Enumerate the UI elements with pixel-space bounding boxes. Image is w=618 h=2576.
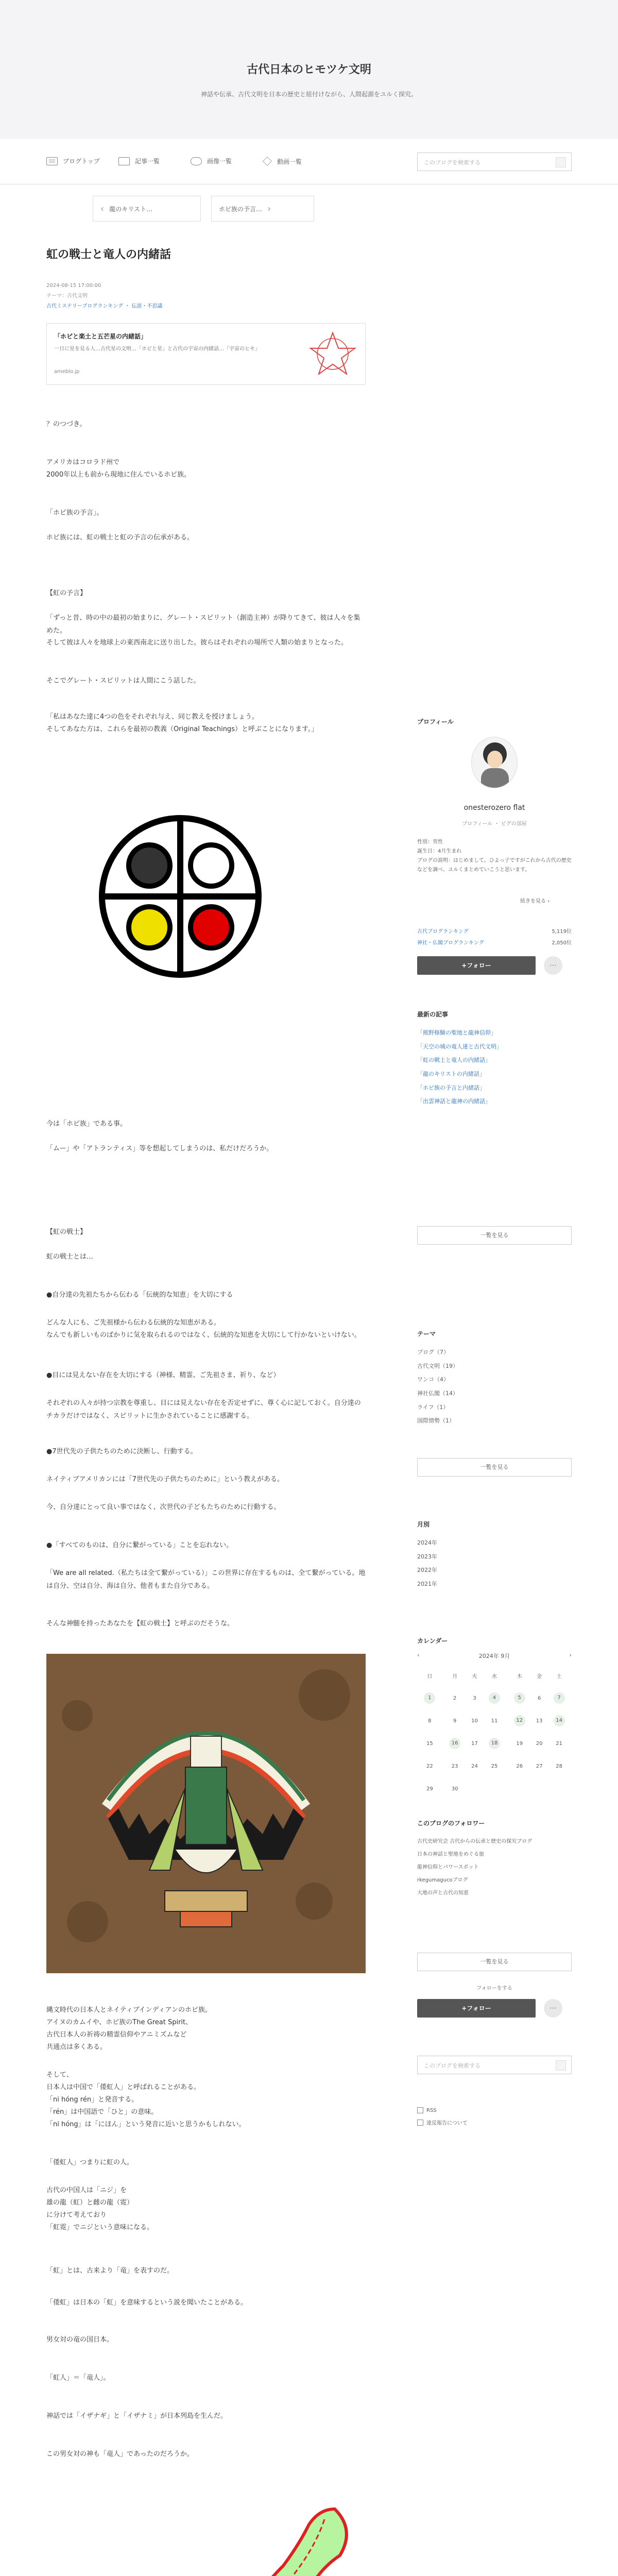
report-label: 違反報告について xyxy=(426,2121,468,2126)
recent-article-link[interactable]: 「出雲神話と龍神の内緒話」 xyxy=(417,1098,491,1105)
paragraph: 日本人は中国で「倭虹人」と呼ばれることがある。 xyxy=(46,2083,201,2091)
paragraph: 「ずっと昔、時の中の最初の始まりに、グレート・スピリット（創造主神）が降りてきて、彼は人々を集めた。 xyxy=(46,614,360,635)
star-thumbnail-icon xyxy=(308,330,357,378)
follow-button[interactable]: +フォロー xyxy=(417,956,536,975)
chevron-right-icon: › xyxy=(267,203,271,214)
paragraph: 「We are all related.（私たちは全て繋がっている）」この世界に存在するものは、全て繋がっている。地は自分、空は自分、海は自分、他者もまた自分である。 xyxy=(46,1569,366,1590)
link-card-description: 一日に星を見る人…古代星の文明…「ホピと星」と古代の宇宙の内緒話…「宇宙のヒモ」 xyxy=(54,346,260,352)
weekday: 土 xyxy=(556,1673,562,1680)
calendar-day: 9 xyxy=(453,1718,457,1724)
archive-link[interactable]: 2022年 xyxy=(417,1567,437,1574)
paragraph: 「倭虹人」つまりに虹の人。 xyxy=(46,2159,134,2166)
calendar-day: 28 xyxy=(556,1763,562,1769)
next-article-button[interactable] xyxy=(211,196,314,222)
profile-text: 性別：男性 誕生日：4月生まれ ブログの説明：はじめまして。ひよっ子ですがこれから古代の歴史などを調べ、ユルくまとめていこうと思います。 xyxy=(417,839,572,873)
image-icon xyxy=(191,157,202,165)
calendar-day: 8 xyxy=(428,1718,432,1724)
article-tags[interactable]: 古代ミステリーブログランキング ・ 伝説・不思議 xyxy=(46,303,163,309)
paragraph: アメリカはコロラド州で xyxy=(46,459,120,466)
paragraph: 【虹の戦士】 xyxy=(46,1228,87,1236)
blog-icon xyxy=(46,157,58,165)
paragraph: 「倭虹」は日本の「虹」を意味するという説を聞いたことがある。 xyxy=(46,2299,248,2307)
archive-link[interactable]: 2023年 xyxy=(417,1553,437,1560)
calendar-day: 10 xyxy=(471,1718,478,1724)
rss-icon xyxy=(417,2107,423,2113)
calendar-day[interactable]: 5 xyxy=(507,1687,532,1709)
archive-link[interactable]: 2021年 xyxy=(417,1581,437,1588)
prev-article-label: 龍のキリスト… xyxy=(109,205,152,213)
calendar-day: 21 xyxy=(556,1740,562,1747)
calendar-day: 6 xyxy=(537,1695,541,1701)
calendar-day: 23 xyxy=(451,1763,458,1769)
paragraph: 「ni hóng」は「にほん」という発音に近いと思うかもしれない。 xyxy=(46,2121,246,2128)
recent-articles-list xyxy=(417,1028,572,1111)
paragraph: 「虹人」＝「竜人」。 xyxy=(46,2374,110,2382)
weekday: 木 xyxy=(517,1673,522,1680)
read-more-link[interactable] xyxy=(520,896,550,904)
calendar-day: 27 xyxy=(536,1763,543,1769)
paragraph: 共通点は多くある。 xyxy=(46,2043,107,2051)
followers-list xyxy=(417,1837,572,1902)
follow-more-text: フォローをする xyxy=(476,1986,512,1991)
paragraph: そして、 xyxy=(46,2071,73,2079)
link-card-site: ameblo.jp xyxy=(54,368,80,375)
calendar-day[interactable]: 18 xyxy=(482,1732,507,1755)
theme-link[interactable]: ライフ（1） xyxy=(417,1403,449,1411)
theme-heading: テーマ xyxy=(417,1330,436,1337)
theme-link[interactable]: 古代文明（19） xyxy=(417,1362,458,1369)
calendar-day: 20 xyxy=(536,1740,543,1747)
profile-name[interactable]: onesterozero flat xyxy=(464,804,525,812)
recent-article-link[interactable]: 「ホピ族の予言と内緒話」 xyxy=(417,1084,485,1091)
article-date: 2024-08-15 17:00:00 xyxy=(46,282,101,289)
chevron-right-icon: › xyxy=(547,899,550,904)
article-meta xyxy=(46,281,366,312)
calendar-day[interactable]: 12 xyxy=(507,1709,532,1732)
paragraph: そしてあなた方は、これらを最初の教義（Original Teachings）と呼ぶことになります。」 xyxy=(46,725,318,733)
calendar-day: 13 xyxy=(536,1718,543,1724)
archive-link[interactable]: 2024年 xyxy=(417,1539,437,1546)
recent-see-list-button[interactable]: 一覧を見る xyxy=(417,1226,572,1245)
paragraph: 男女対の竜の国日本。 xyxy=(46,2336,114,2344)
recent-article-link[interactable]: 「龍のキリストの内緒話」 xyxy=(417,1071,485,1078)
report-link[interactable] xyxy=(417,2119,468,2126)
weekday: 月 xyxy=(452,1673,458,1680)
more-options-icon[interactable]: ⋯ xyxy=(544,1999,562,2018)
blog-description: 神話や伝承、古代文明を日本の歴史と紐付けながら、人間起源をユルく探究。 xyxy=(200,91,417,98)
paragraph: ●目には見えない存在を大切にする（神様、精霊、ご先祖さま、祈り、など） xyxy=(46,1371,280,1379)
paragraph: 「ホピ族の予言」。 xyxy=(46,509,104,517)
paragraph: ホピ族には、虹の戦士と虹の予言の伝承がある。 xyxy=(46,534,194,541)
search-input[interactable]: このブログを検索する xyxy=(417,152,572,171)
article-header xyxy=(46,227,366,385)
weekday: 火 xyxy=(472,1673,477,1680)
article-title: 虹の戦士と竜人の内緒話 xyxy=(46,248,171,261)
paragraph: そんな神髄を持ったあなたを【虹の戦士】と呼ぶのだそうな。 xyxy=(46,1620,234,1628)
theme-link[interactable]: 国際情勢（1） xyxy=(417,1417,455,1425)
archive-heading: 月別 xyxy=(417,1521,430,1528)
paragraph: ネイティブアメリカンには「7世代先の子供たちのために」という教えがある。 xyxy=(46,1476,284,1483)
paragraph: ？のつづき。 xyxy=(46,420,87,428)
paragraph: 「虹」とは、古来より「竜」を表すのだ。 xyxy=(46,2267,174,2275)
calendar-day: 3 xyxy=(473,1695,476,1701)
japan-dragon-map-image xyxy=(46,2488,366,2576)
nav-label: 動画一覧 xyxy=(277,158,302,165)
follower-link[interactable]: 日本の神話と聖地をめぐる旅 xyxy=(417,1852,484,1857)
paragraph: 「ni hóng rén」と発音する。 xyxy=(46,2096,139,2104)
paragraph: 【虹の予言】 xyxy=(46,589,87,597)
nav-label: 画像一覧 xyxy=(207,158,232,165)
theme-list xyxy=(417,1348,572,1430)
ranking-row[interactable] xyxy=(417,939,572,948)
ranking-row[interactable] xyxy=(417,927,572,937)
paragraph: 「rén」は中国語で「ひと」の意味。 xyxy=(46,2108,158,2116)
follower-link[interactable]: 大地の声と古代の知恵 xyxy=(417,1890,469,1896)
paragraph: 古代の中国人は「ニジ」を xyxy=(46,2187,127,2194)
paragraph: ●7世代先の子供たちのために決断し、行動する。 xyxy=(46,1448,197,1455)
profile-tabs[interactable]: プロフィール ・ ピグの部屋 xyxy=(462,821,527,827)
follow-button[interactable]: +フォロー xyxy=(417,1999,536,2018)
calendar-day: 30 xyxy=(451,1786,458,1792)
read-more-label: 続きを見る xyxy=(520,899,546,904)
paragraph: 「虹霓」でニジという意味になる。 xyxy=(46,2224,154,2231)
chevron-left-icon[interactable]: ‹ xyxy=(417,1652,420,1658)
ranking-label: 神社・仏閣ブログランキング xyxy=(417,940,484,946)
thunderbird-artwork-image xyxy=(46,1654,366,1973)
home-icon xyxy=(118,157,130,165)
link-card-title: 「ホピと楽土と五芒星の内緒話」 xyxy=(54,332,147,340)
followers-heading: このブログのフォロワー xyxy=(417,1820,485,1827)
paragraph: この男女対の神も「竜人」であったのだろうか。 xyxy=(46,2450,194,2458)
nav-blog-top[interactable] xyxy=(46,157,100,165)
flag-icon xyxy=(417,2120,423,2126)
blog-header xyxy=(0,0,618,139)
calendar-day[interactable]: 4 xyxy=(482,1687,507,1709)
link-card[interactable] xyxy=(46,323,366,385)
paragraph: どんな人にも、ご先祖様から伝わる伝統的な知恵がある。 xyxy=(46,1319,221,1327)
calendar-day: 26 xyxy=(516,1763,523,1769)
ranking-label: 古代ブログランキング xyxy=(417,929,469,935)
next-article-label: ホピ族の予言… xyxy=(219,205,263,213)
follower-link[interactable]: 龍神信仰とパワースポット xyxy=(417,1865,479,1870)
weekday: 水 xyxy=(491,1673,497,1680)
paragraph: 今は「ホピ族」である事。 xyxy=(46,1120,127,1128)
calendar-day: 11 xyxy=(491,1718,498,1724)
calendar-day[interactable]: 7 xyxy=(546,1687,572,1709)
theme-see-list-button[interactable]: 一覧を見る xyxy=(417,1458,572,1477)
chevron-left-icon: ‹ xyxy=(100,203,105,214)
video-icon xyxy=(263,157,272,166)
weekday: 金 xyxy=(537,1673,542,1680)
medicine-wheel-image xyxy=(98,814,263,979)
rss-label: RSS xyxy=(426,2107,437,2113)
nav-label: ブログトップ xyxy=(63,158,100,165)
recent-article-link[interactable]: 「天空の城の竜人達と古代文明」 xyxy=(417,1043,502,1050)
theme-link[interactable]: ワンコ（4） xyxy=(417,1376,449,1383)
paragraph: それぞれの人々が持つ宗教を尊重し、目には見えない存在を否定せずに、尊く心に記しておく。自分達のチカラだけではなく、スピリットに生かされていることに感謝する。 xyxy=(46,1399,361,1420)
calendar-heading: カレンダー xyxy=(417,1637,448,1645)
theme-link[interactable]: 神社仏閣（14） xyxy=(417,1390,458,1397)
calendar-day: 2 xyxy=(453,1695,457,1701)
calendar-day[interactable]: 16 xyxy=(442,1732,468,1755)
calendar-nav xyxy=(417,1652,572,1660)
follower-link[interactable]: rkegumagucoブログ xyxy=(417,1877,468,1883)
calendar-month: 2024年 9月 xyxy=(478,1653,510,1659)
paragraph: そこでグレート・スピリットは人間にこう話した。 xyxy=(46,677,200,685)
paragraph: ●自分達の先祖たちから伝わる「伝統的な知恵」を大切にする xyxy=(46,1291,233,1299)
recent-article-link[interactable]: 「熊野修験の聖地と龍神信仰」 xyxy=(417,1029,496,1036)
article-theme[interactable]: テーマ：古代文明 xyxy=(46,293,88,299)
ranking-value: 2,050位 xyxy=(552,940,572,946)
paragraph: アイヌのカムイや、ホピ族のThe Great Spirit、 xyxy=(46,2019,193,2026)
ranking-value: 5,119位 xyxy=(552,929,572,935)
paragraph: に分けて考えており xyxy=(46,2211,107,2219)
paragraph: 2000年以上も前から現地に住んでいるホピ族。 xyxy=(46,471,191,479)
prev-article-button[interactable] xyxy=(93,196,201,222)
calendar-day: 24 xyxy=(471,1763,478,1769)
calendar-day: 15 xyxy=(426,1740,433,1747)
nav-label: 記事一覧 xyxy=(135,158,160,165)
paragraph: 雄の龍（虹）と雌の龍（霓） xyxy=(46,2199,134,2207)
paragraph: 「ムー」や「アトランティス」等を想起してしまうのは、私だけだろうか。 xyxy=(46,1145,273,1153)
archive-list xyxy=(417,1538,572,1594)
theme-link[interactable]: ブログ（7） xyxy=(417,1349,449,1355)
recent-articles-heading: 最新の記事 xyxy=(417,1011,449,1018)
paragraph: 縄文時代の日本人とネイティブインディアンのホピ族。 xyxy=(46,2006,212,2014)
calendar-day[interactable]: 1 xyxy=(417,1687,442,1709)
weekday: 日 xyxy=(427,1673,433,1680)
paragraph: 虹の戦士とは… xyxy=(46,1253,94,1261)
calendar-day[interactable]: 14 xyxy=(546,1709,572,1732)
nav-video-list[interactable] xyxy=(263,157,302,166)
paragraph: 神話では「イザナギ」と「イザナミ」が日本列島を生んだ。 xyxy=(46,2412,228,2420)
calendar-day: 19 xyxy=(516,1740,523,1747)
recent-article-link[interactable]: 「虹の戦士と竜人の内緒話」 xyxy=(417,1057,491,1064)
rss-link[interactable] xyxy=(417,2107,437,2113)
paragraph: 古代日本人の祈祷の精霊信仰やアニミズムなど xyxy=(46,2031,187,2039)
followers-see-list-button[interactable]: 一覧を見る xyxy=(417,1953,572,1971)
avatar[interactable] xyxy=(471,737,518,788)
paragraph: 「私はあなた達に4つの色をそれぞれ与え、同じ教えを授けましょう。 xyxy=(46,713,259,721)
calendar-day: 22 xyxy=(426,1763,433,1769)
nav-image-list[interactable] xyxy=(191,157,232,165)
more-options-icon[interactable]: ⋯ xyxy=(544,956,562,975)
sidebar-search-input[interactable]: このブログを検索する xyxy=(417,2056,572,2074)
nav-article-list[interactable] xyxy=(118,157,160,165)
paragraph: ●「すべてのものは、自分に繋がっている」ことを忘れない。 xyxy=(46,1541,233,1549)
paragraph: 今、自分達にとって良い事ではなく、次世代の子どもたちのために行動する。 xyxy=(46,1503,281,1511)
follower-link[interactable]: 古代史研究会 古代からの伝承と歴史の探究ブログ xyxy=(417,1839,533,1844)
calendar xyxy=(417,1664,572,1800)
paragraph: なんでも新しいものばかりに気を取られるのではなく、伝統的な知恵を大切にして行かないといけない。 xyxy=(46,1331,361,1339)
calendar-day: 29 xyxy=(426,1786,433,1792)
profile-heading: プロフィール xyxy=(417,718,454,725)
paragraph: そして彼は人々を地球上の東西南北に送り出した。彼らはそれぞれの場所で人類の始まりとなった。 xyxy=(46,639,348,647)
calendar-day: 25 xyxy=(491,1763,498,1769)
calendar-day: 17 xyxy=(471,1740,478,1747)
blog-title[interactable]: 古代日本のヒモツケ文明 xyxy=(247,63,371,76)
chevron-right-icon[interactable]: › xyxy=(569,1652,572,1658)
